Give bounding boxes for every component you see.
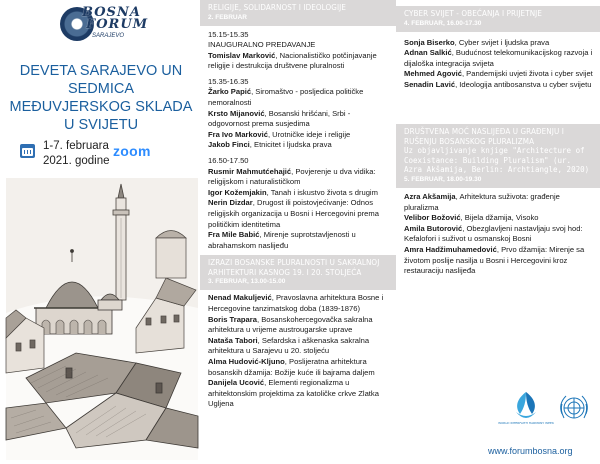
speaker-name: Danijela Ucović (208, 378, 265, 388)
speaker-name: Velibor Božović (404, 213, 461, 223)
talk-item (200, 293, 396, 314)
logo-caption: WORLD INTERFAITH HARMONY WEEK (498, 421, 554, 425)
speaker-name: Sonja Biserko (404, 37, 455, 47)
section-header-s1 (200, 0, 396, 26)
talk-title: , Arhitektura suživota: građenje pluralizma (404, 191, 560, 212)
talk-title: , Sefardska i aškenaska sakralna arhitektura u Sarajevu u 20. stoljeću (208, 335, 370, 356)
event-dates (43, 139, 110, 169)
speaker-name: Igor Kožemjakin (208, 187, 267, 197)
talk-item (200, 315, 396, 336)
website-link[interactable]: www.forumbosna.org (488, 446, 573, 456)
left-panel (0, 0, 200, 464)
talk-item (200, 130, 396, 141)
talk-title: , Drugost ili poistovjećivanje: Odnos religijskih organizacija u Bosni i Hercegovini prema političkim identitetima (208, 198, 379, 229)
talk-title: , Cyber svijet i ljudska prava (454, 37, 550, 47)
speaker-name: Amila Butorović (404, 223, 463, 233)
program-column-right (396, 0, 600, 464)
section-subtitle: Uz objavljivanje knjige "Architecture of Coexistance: Building Pluralism" (ur. Azra Akšamija, Berlin: Archtiangle, 2020) (404, 146, 590, 175)
speaker-name: Tomislav Marković (208, 50, 276, 60)
speaker-name: Amra Hadžimuhamedović (404, 244, 497, 254)
talk-title: , Budućnost telekomunikacijskog razvoja i dijaloška integracija svijeta (404, 48, 593, 68)
talk-item (396, 80, 600, 91)
talk-item (396, 245, 600, 277)
talk-title: , Urotničke ideje i religije (267, 129, 351, 139)
speaker-name: Mehmed Agović (404, 69, 462, 79)
talk-item (396, 213, 600, 224)
talk-item (200, 109, 396, 130)
speaker-name: Adnan Salkić (404, 48, 452, 58)
section-header-s4 (396, 124, 600, 188)
talk-item (200, 357, 396, 378)
zoom-logo: zoom (113, 143, 151, 159)
slot-label: INAUGURALNO PREDAVANJE (208, 40, 316, 50)
section-date: 3. FEBRUAR, 13.00-15.00 (208, 278, 286, 286)
talk-item (200, 230, 396, 251)
talk-item (396, 69, 600, 80)
speaker-name: Žarko Papić (208, 87, 252, 97)
time-slot: 16.50-17.50 (208, 156, 249, 166)
section-date: 2. FEBRUAR (208, 13, 248, 21)
talk-item (200, 140, 396, 151)
logo-line2: FORUM (86, 17, 149, 32)
speaker-name: Krsto Mijanović (208, 108, 265, 118)
talk-title: , Poslijeratna arhitektura bosanskih džamija: Božije kuće ili bajrama daljem (208, 356, 375, 377)
talk-item (200, 188, 396, 199)
main-title: DEVETA SARAJEVO UN SEDMICA MEĐUVJERSKOG SKLADA U SVIJETU (9, 63, 193, 133)
talk-title: , Bosanski hrišćani, Srbi - odgovornost prema susjedima (208, 108, 351, 129)
talk-item (200, 87, 396, 108)
date-line2: 2021. godine (43, 155, 110, 167)
speaker-name: Fra Ivo Marković (208, 129, 268, 139)
speaker-name: Jakob Finci (208, 140, 250, 150)
talk-title: , Ideologija antibosanstva u cyber svijetu (455, 79, 592, 89)
time-slot: 15.35-16.35 (208, 76, 249, 86)
time-slot: 15.15-15.35 (208, 29, 249, 39)
talk-title: , Obezglavljeni nastavljaju svoj hod: Kefalofori i suživot u osmanskoj Bosni (404, 223, 583, 244)
section-title: DRUŠTVENA MOĆ NASLIJEĐA U GRAĐENJU I RUŠENJU BOSANSKOG PLURALIZMA (404, 127, 564, 146)
speaker-name: Nataša Tabori (208, 335, 258, 345)
talk-title: , Siromaštvo - posljedica političke nemoralnosti (208, 87, 364, 108)
talk-title: , Etnicitet i ljudska prava (249, 140, 332, 150)
talk-item (200, 336, 396, 357)
date-line1: 1-7. februara (43, 140, 109, 152)
talk-item (396, 192, 600, 213)
calendar-icon (20, 144, 35, 158)
speaker-name: Azra Akšamija (404, 191, 456, 201)
speaker-name: Boris Trapara (208, 314, 257, 324)
talk-title: , Nacionalističko potčinjavanje religije i destrukcija društvene pluralnosti (208, 50, 377, 71)
speaker-name: Rusmir Mahmutćehajić (208, 166, 292, 176)
section-header-s3 (396, 6, 600, 32)
talk-item (200, 198, 396, 230)
speaker-name: Nerin Dizdar (208, 198, 253, 208)
speaker-name: Senadin Lavić (404, 79, 456, 89)
talk-title: , Tanah i iskustvo života s drugim (266, 187, 378, 197)
mosque-sketch-illustration (6, 178, 198, 460)
logo-line1: BOSNA (82, 5, 141, 20)
talk-item (200, 51, 396, 72)
talk-title: , Prvo džamija: Mirenje sa životom poslije nasilja u Bosni i Hercegovini kroz restauraciju naslijeđa (404, 244, 585, 276)
forum-bosna-logo (60, 4, 149, 46)
section-date: 4. FEBRUAR, 16.00-17.30 (404, 19, 482, 27)
program-column-middle (200, 0, 396, 464)
un-emblem-icon (556, 390, 592, 426)
talk-item (200, 378, 396, 410)
talk-item (396, 38, 600, 49)
section-date: 5. FEBRUAR, 18.00-19.30 (404, 175, 482, 183)
section-title: CYBER SVIJET - OBEĆANJA I PRIJETNJE (404, 9, 543, 18)
talk-title: , Bijela džamija, Visoko (460, 213, 539, 223)
talk-item (200, 167, 396, 188)
talk-title: , Pravoslavna arhitektura Bosne i Hercegovine tanzimatskog doba (1839-1876) (208, 293, 384, 313)
partner-logos (498, 388, 596, 428)
talk-item (396, 48, 600, 69)
speaker-name: Alma Hudović-Kljuno (208, 356, 285, 366)
section-header-s2 (200, 255, 396, 290)
section-title: RELIGIJE, SOLIDARNOST I IDEOLOGIJE (208, 3, 347, 12)
talk-title: , Mirenje suprotstavljenosti u abrahamskom naslijeđu (208, 230, 356, 250)
talk-title: , Bosanskohercegovačka sakralna arhitektura u vrijeme austrougarske uprave (208, 314, 373, 335)
talk-item (396, 224, 600, 245)
interfaith-harmony-week-logo (498, 388, 554, 426)
logo-line3: SARAJEVO (92, 33, 125, 39)
talk-title: , Elementi regionalizma u arhitektonskim projektima za katoličke crkve Zlatka Ugljena (208, 378, 379, 409)
talk-title: , Povjerenje u dva vidika: religijskom i naturalističkom (208, 166, 376, 187)
talk-title: , Pandemijski uvjeti života i cyber svijet (461, 69, 593, 79)
speaker-name: Fra Mile Babić (208, 230, 260, 240)
speaker-name: Nenad Makuljević (208, 293, 272, 303)
section-title: IZRAZI BOSANSKE PLURALNOSTI U SAKRALNOJ ARHITEKTURI KASNOG 19. I 20. STOLJEĆA (208, 258, 380, 277)
